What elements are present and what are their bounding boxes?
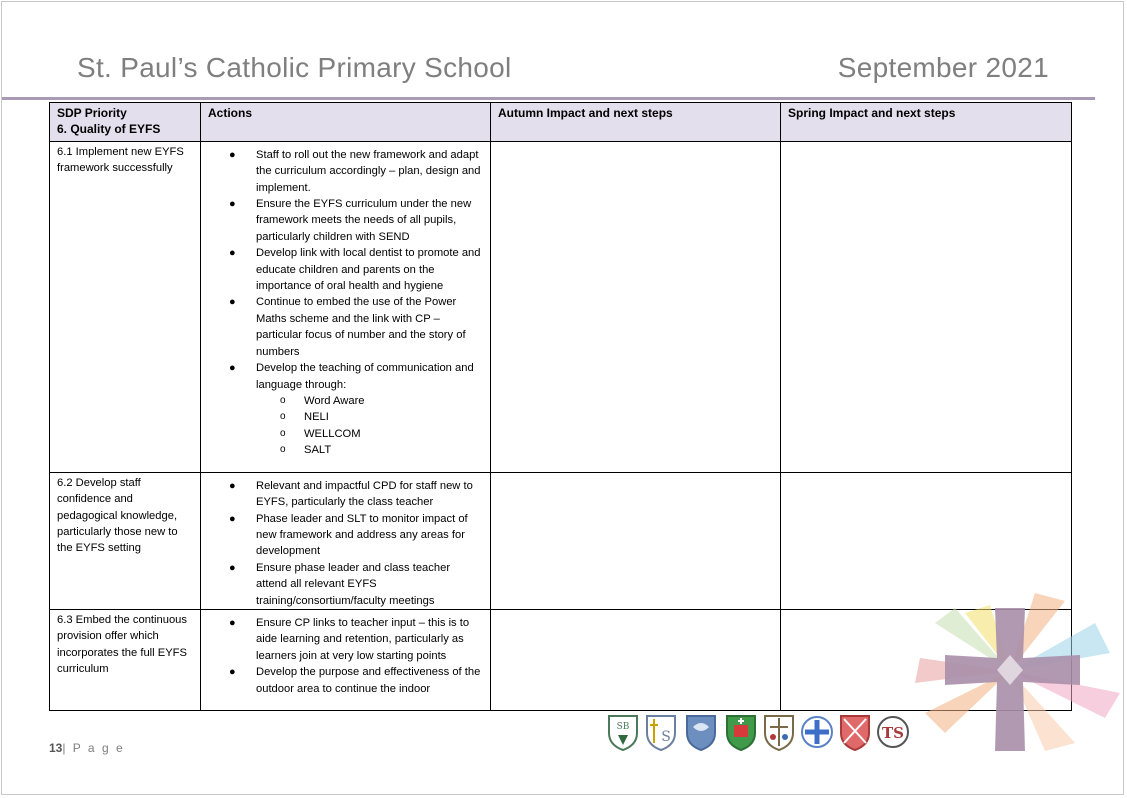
header-sdp-priority (50, 103, 201, 142)
circle-bullet-icon: o (280, 411, 286, 423)
page-label: | P a g e (62, 741, 125, 755)
autumn-cell (491, 472, 781, 609)
stc-crest-icon (644, 713, 678, 751)
action-text: Staff to roll out the new framework and adapt the curriculum accordingly – plan, design and implement. (256, 148, 481, 194)
document-date: September 2021 (837, 52, 1049, 83)
action-text: Ensure the EYFS curriculum under the new framework meets the needs of all pupils, particularly children with SEND (256, 198, 472, 243)
bullet-icon: ● (229, 296, 236, 309)
sub-list-item (256, 426, 483, 442)
list-item (208, 478, 483, 511)
actions-list (208, 147, 483, 459)
sub-action-text: WELLCOM (304, 427, 361, 440)
header-section-title: 6. Quality of EYFS (57, 122, 161, 137)
priority-cell: 6.2 Develop staff confidence and pedagogical knowledge, particularly those new to the EYFS setting (50, 472, 201, 609)
green-shield-icon (724, 713, 758, 751)
bullet-icon: ● (229, 512, 236, 525)
bullet-icon: ● (229, 198, 236, 211)
header-spring: Spring Impact and next steps (781, 103, 1072, 142)
table-row (50, 141, 1072, 472)
priority-cell: 6.3 Embed the continuous provision offer which incorporates the full EYFS curriculum (50, 610, 201, 711)
list-item (208, 294, 483, 360)
bullet-icon: ● (229, 561, 236, 574)
spring-cell (781, 141, 1072, 472)
sub-list-item (256, 393, 483, 409)
action-text: Develop link with local dentist to promote and educate children and parents on the importance of oral health and hygiene (256, 247, 481, 293)
circle-bullet-icon: o (280, 427, 286, 439)
sub-list-item (256, 442, 483, 458)
blue-cross-roundel-icon (800, 713, 834, 751)
actions-clip (208, 612, 483, 697)
ts-roundel-icon (876, 713, 910, 751)
bullet-icon: ● (229, 479, 236, 492)
blue-shield-icon (684, 713, 718, 751)
action-text: Ensure phase leader and class teacher attend all relevant EYFS training/consortium/faculty meetings (256, 561, 451, 607)
action-text: Continue to embed the use of the Power Maths scheme and the link with CP – particular focus of number and the story of numbers (256, 296, 466, 358)
header-sdp-priority-label: SDP Priority (57, 106, 127, 120)
sub-action-text: SALT (304, 444, 332, 457)
table-header-row (50, 103, 1072, 142)
list-item (208, 245, 483, 294)
header-actions: Actions (201, 103, 491, 142)
actions-cell (201, 141, 491, 472)
action-text: Develop the purpose and effectiveness of the outdoor area to continue the indoor (256, 666, 481, 695)
svg-text:TS: TS (882, 724, 904, 742)
school-title: St. Paul’s Catholic Primary School (77, 52, 512, 83)
page-number-value: 13 (49, 741, 63, 755)
sub-action-text: NELI (304, 411, 329, 424)
sub-list-item (256, 409, 483, 425)
sb-crest-icon (606, 713, 640, 751)
list-item (208, 511, 483, 560)
list-item (208, 615, 483, 664)
cross-shield-icon (762, 713, 796, 751)
svg-text:S: S (661, 729, 671, 745)
list-item (208, 664, 483, 697)
red-shield-icon (838, 713, 872, 751)
circle-bullet-icon: o (280, 394, 286, 406)
priority-cell: 6.1 Implement new EYFS framework successfully (50, 141, 201, 472)
list-item (208, 196, 483, 245)
bullet-icon: ● (229, 617, 236, 630)
bullet-icon: ● (229, 247, 236, 260)
circle-bullet-icon: o (280, 444, 286, 456)
list-item (208, 147, 483, 196)
action-text: Relevant and impactful CPD for staff new to EYFS, particularly the class teacher (256, 479, 473, 509)
list-item (208, 360, 483, 458)
decorative-cross-icon (905, 583, 1127, 753)
page-number (49, 741, 125, 755)
list-item (208, 560, 483, 609)
header-rule (2, 97, 1095, 100)
bullet-icon: ● (229, 362, 236, 375)
school-logos (606, 713, 911, 753)
action-text: Ensure CP links to teacher input – this is to aide learning and retention, particularly as learners join at very low starting points (256, 617, 470, 662)
action-text: Develop the teaching of communication and language through: (256, 362, 474, 391)
actions-list (208, 615, 483, 697)
bullet-icon: ● (229, 148, 236, 161)
action-text: Phase leader and SLT to monitor impact of new framework and address any areas for development (256, 512, 468, 558)
autumn-cell (491, 610, 781, 711)
actions-cell (201, 472, 491, 609)
header-autumn: Autumn Impact and next steps (491, 103, 781, 142)
svg-text:SB: SB (616, 722, 630, 732)
sub-action-text: Word Aware (304, 394, 365, 407)
bullet-icon: ● (229, 666, 236, 679)
autumn-cell (491, 141, 781, 472)
sub-actions-list (256, 393, 483, 459)
actions-list (208, 478, 483, 609)
actions-cell (201, 610, 491, 711)
